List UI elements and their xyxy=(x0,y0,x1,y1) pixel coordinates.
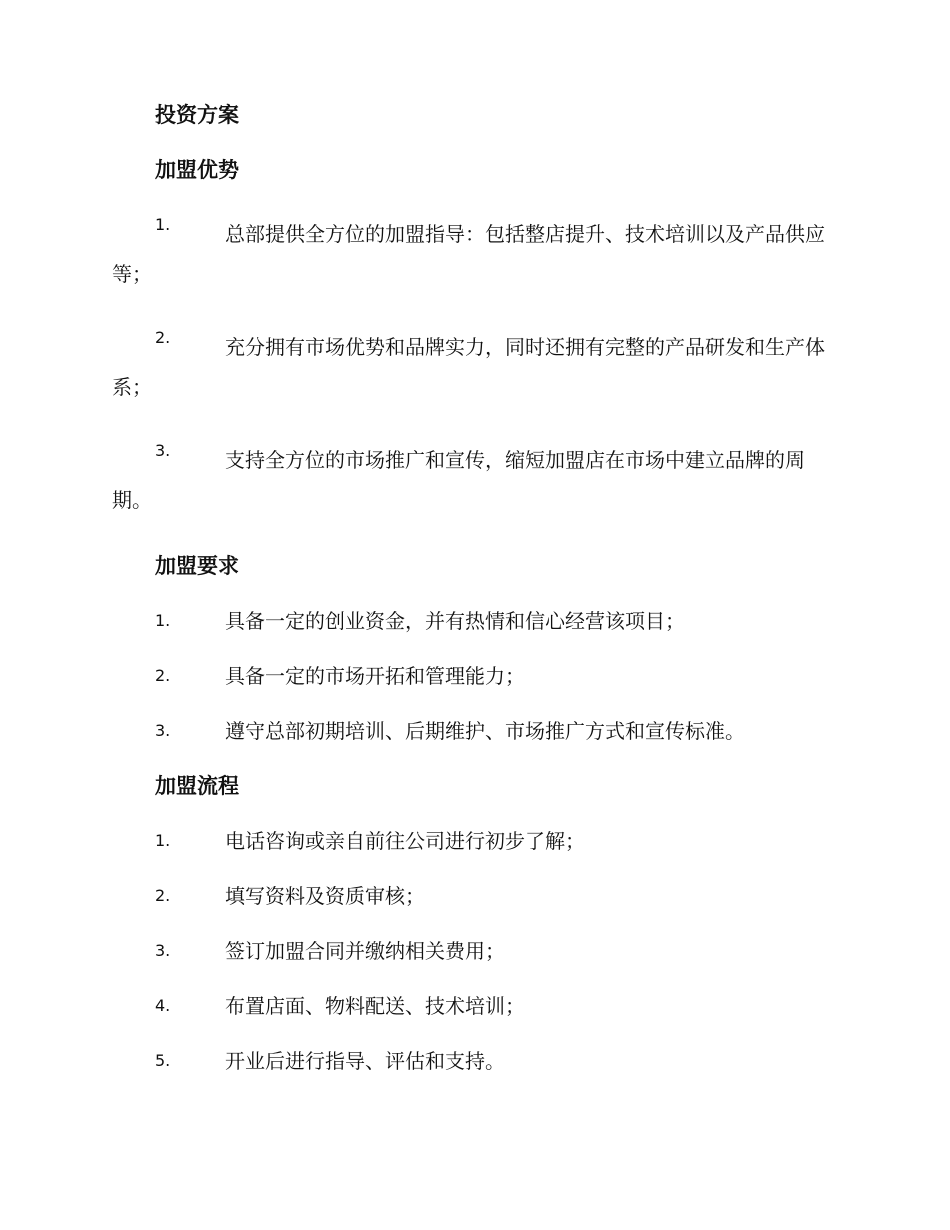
list-number: 2. xyxy=(155,666,171,685)
list-text: 布置店面、物料配送、技术培训； xyxy=(225,994,525,1018)
list-text: 开业后进行指导、评估和支持。 xyxy=(225,1049,505,1073)
list-text: 支持全方位的市场推广和宣传，缩短加盟店在市场中建立品牌的周期。 xyxy=(112,448,805,512)
list-number: 2. xyxy=(155,328,171,347)
list-text: 具备一定的市场开拓和管理能力； xyxy=(225,664,525,688)
list-text: 遵守总部初期培训、后期维护、市场推广方式和宣传标准。 xyxy=(225,719,745,743)
list-text: 填写资料及资质审核； xyxy=(225,884,425,908)
advantages-heading: 加盟优势 xyxy=(155,157,239,182)
list-text: 总部提供全方位的加盟指导：包括整店提升、技术培训以及产品供应等； xyxy=(112,222,825,286)
requirements-list xyxy=(112,610,837,742)
process-list xyxy=(112,830,837,1072)
list-number: 3. xyxy=(155,441,171,460)
list-text: 签订加盟合同并缴纳相关费用； xyxy=(225,939,505,963)
list-item xyxy=(112,830,837,852)
list-number: 4. xyxy=(155,996,171,1015)
list-item xyxy=(112,665,837,687)
list-item xyxy=(112,885,837,907)
list-text: 充分拥有市场优势和品牌实力，同时还拥有完整的产品研发和生产体系； xyxy=(112,335,825,399)
list-item xyxy=(112,610,837,632)
list-text: 具备一定的创业资金，并有热情和信心经营该项目； xyxy=(225,609,685,633)
list-number: 1. xyxy=(155,215,171,234)
requirements-section xyxy=(112,555,837,742)
list-number: 1. xyxy=(155,611,171,630)
list-text: 电话咨询或亲自前往公司进行初步了解； xyxy=(225,829,585,853)
list-number: 3. xyxy=(155,941,171,960)
document-title: 投资方案 xyxy=(155,102,239,127)
list-item xyxy=(112,327,837,407)
list-number: 5. xyxy=(155,1051,171,1070)
document-page xyxy=(112,104,837,1105)
requirements-heading: 加盟要求 xyxy=(155,553,239,578)
list-number: 1. xyxy=(155,831,171,850)
advantages-section xyxy=(112,159,837,520)
list-item xyxy=(112,940,837,962)
process-section xyxy=(112,775,837,1072)
list-item xyxy=(112,214,837,294)
list-item xyxy=(112,440,837,520)
list-item xyxy=(112,1050,837,1072)
list-item xyxy=(112,720,837,742)
process-heading: 加盟流程 xyxy=(155,773,239,798)
advantages-list xyxy=(112,214,837,520)
list-number: 2. xyxy=(155,886,171,905)
list-number: 3. xyxy=(155,721,171,740)
list-item xyxy=(112,995,837,1017)
